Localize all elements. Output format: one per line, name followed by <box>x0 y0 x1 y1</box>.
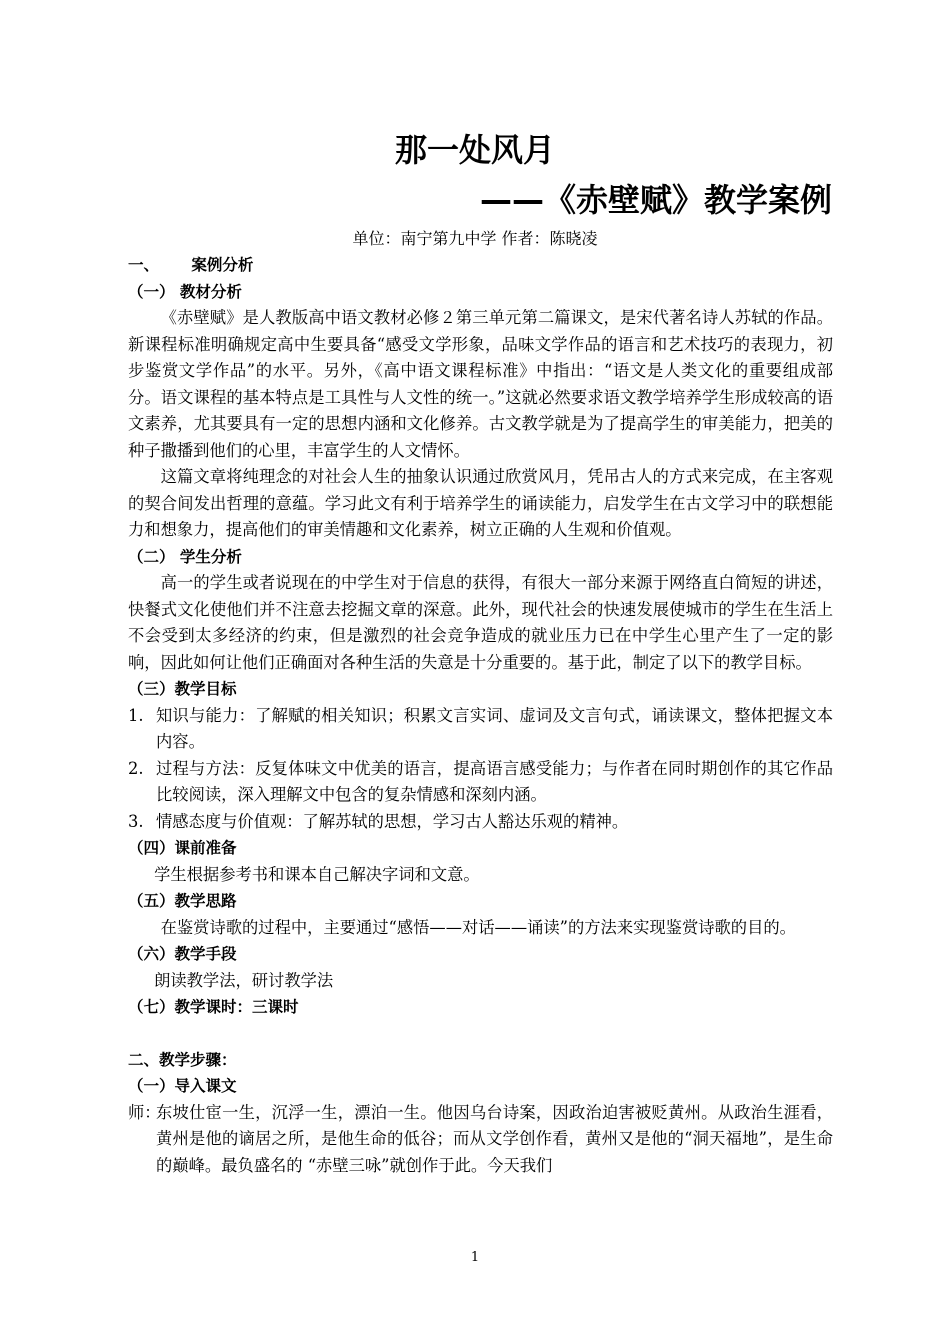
teacher-speech <box>128 1100 833 1180</box>
list-number: 2. <box>128 758 144 778</box>
list-number: 1. <box>128 705 144 725</box>
document-title: 那一处风月 <box>394 131 555 169</box>
paragraph: 学生根据参考书和课本自己解决字词和文意。 <box>154 864 480 884</box>
paragraph: 高一的学生或者说现在的中学生对于信息的获得，有很大一部分来源于网络直白简短的讲述，快餐式文化使他们并不注意去挖掘文章的深意。此外，现代社会的快速发展使城市的学生在生活上不会受到太多经济的约束，但是激烈的社会竞争造成的就业压力已在中学生心里产生了一定的影响，因此如何让他们正确面对各种生活的失意是十分重要的。基于此，制定了以下的教学目标。 <box>128 573 833 672</box>
list-item-text: 情感态度与价值观：了解苏轼的思想，学习古人豁达乐观的精神。 <box>156 811 629 831</box>
list-item <box>128 756 833 809</box>
subheading-teaching-approach: （五）教学思路 <box>128 891 237 910</box>
list-item-text: 过程与方法：反复体味文中优美的语言，提高语言感受能力；与作者在同时期创作的其它作品比较阅读，深入理解文中包含的复杂情感和深刻内涵。 <box>156 758 833 804</box>
subheading-class-hours: （七）教学课时：三课时 <box>128 997 299 1016</box>
paragraph: 这篇文章将纯理念的对社会人生的抽象认识通过欣赏风月，凭吊古人的方式来完成，在主客观的契合间发出哲理的意蕴。学习此文有利于培养学生的诵读能力，启发学生在古文学习中的联想能力和想象力，提高他们的审美情趣和文化素养，树立正确的人生观和价值观。 <box>128 467 833 539</box>
author-byline: 单位：南宁第九中学 作者：陈晓凌 <box>352 229 598 248</box>
document-body <box>128 252 833 1179</box>
subheading-introduction: （一）导入课文 <box>128 1076 237 1095</box>
subheading-teaching-methods: （六）教学手段 <box>128 944 237 963</box>
section-heading-teaching-steps: 二、教学步骤： <box>128 1049 237 1069</box>
subheading-student-analysis: （二） 学生分析 <box>128 546 242 566</box>
list-item <box>128 703 833 756</box>
subheading-teaching-goals: （三）教学目标 <box>128 679 237 698</box>
paragraph: 《赤壁赋》是人教版高中语文教材必修２第三单元第二篇课文，是宋代著名诗人苏轼的作品。新课程标准明确规定高中生要具备“感受文学形象，品味文学作品的语言和艺术技巧的表现力，初步鉴赏文学作品”的水平。另外，《高中语文课程标准》中指出：“语文是人类文化的重要组成部分。语文课程的基本特点是工具性与人文性的统一。”这就必然要求语文教学培养学生形成较高的语文素养，尤其要具有一定的思想内涵和文化修养。古文教学就是为了提高学生的审美能力，把美的种子撒播到他们的心里，丰富学生的人文情怀。 <box>128 308 833 460</box>
section-heading-case-analysis: 一、 案例分析 <box>128 255 254 274</box>
list-item <box>128 809 833 836</box>
speech-text: 东坡仕宦一生，沉浮一生，漂泊一生。他因乌台诗案，因政治迫害被贬黄州。从政治生涯看，黄州是他的谪居之所，是他生命的低谷；而从文学创作看，黄州又是他的“洞天福地”，是生命的巅峰。最负盛名的 “赤壁三咏”就创作于此。今天我们 <box>156 1102 833 1175</box>
list-item-text: 知识与能力：了解赋的相关知识；积累文言实词、虚词及文言句式，诵读课文，整体把握文本内容。 <box>156 705 833 751</box>
page-number: 1 <box>470 1250 480 1265</box>
document-subtitle: ——《赤壁赋》教学案例 <box>479 181 832 219</box>
paragraph: 朗读教学法，研讨教学法 <box>154 970 334 990</box>
subheading-material-analysis: （一） 教材分析 <box>128 281 242 301</box>
list-number: 3. <box>128 811 144 831</box>
speaker-label: 师： <box>128 1102 161 1122</box>
subheading-preparation: （四）课前准备 <box>128 838 237 857</box>
paragraph: 在鉴赏诗歌的过程中，主要通过“感悟——对话——诵读”的方法来实现鉴赏诗歌的目的。 <box>160 917 796 937</box>
blank-line <box>128 1021 833 1047</box>
